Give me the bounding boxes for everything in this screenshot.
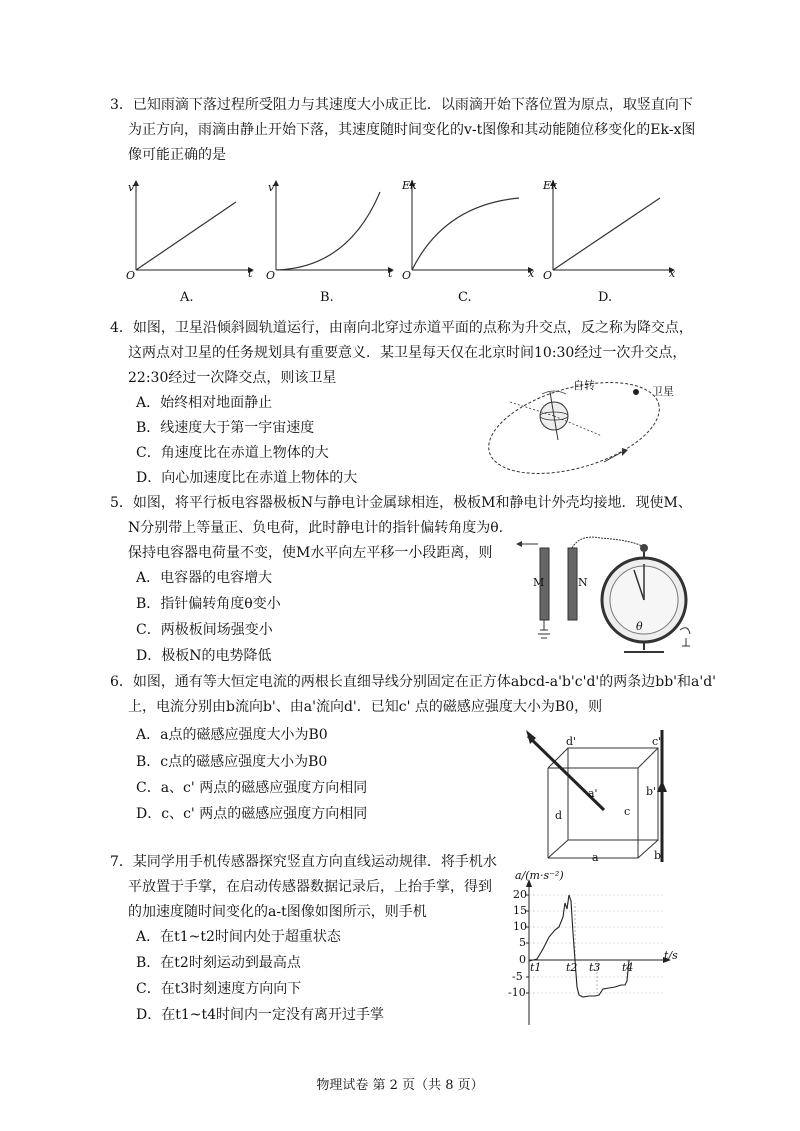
q6-option-c: C．a、c' 两点的磁感应强度方向相同 <box>136 780 368 796</box>
vertex-b-prime: b' <box>646 785 657 798</box>
q4-option-c: C．角速度比在赤道上物体的大 <box>136 445 329 461</box>
vertex-a-prime: a' <box>588 787 598 800</box>
ytick-5: 5 <box>519 936 526 949</box>
q5-line1: 5．如图，将平行板电容器极板N与静电计金属球相连，极板M和静电计外壳均接地．现使M、 <box>110 495 692 511</box>
q6-option-d: D．c、c' 两点的磁感应强度方向相同 <box>136 806 368 822</box>
q4-line2: 这两点对卫星的任务规划具有重要意义．某卫星每天仅在北京时间10:30经过一次升交点， <box>128 345 687 361</box>
q7-line3: 的加速度随时间变化的a-t图像如图所示，则手机 <box>128 904 427 920</box>
q4-option-d: D．向心加速度比在赤道上物体的大 <box>136 470 358 486</box>
q5-line3: 保持电容器电荷量不变，使M水平向左平移一小段距离，则 <box>128 545 493 561</box>
vertex-b: b <box>654 849 662 862</box>
chart-x-unit: t/s <box>664 949 678 962</box>
tmark-t4: t4 <box>622 961 634 974</box>
q4-option-b: B．线速度大于第一宇宙速度 <box>136 420 315 436</box>
q5-option-d: D．极板N的电势降低 <box>136 648 272 664</box>
q6-option-b: B．c点的磁感应强度大小为B0 <box>136 754 328 770</box>
ytick-neg10: -10 <box>508 986 526 999</box>
vertex-c-prime: c' <box>652 735 662 748</box>
chart-y-unit: a/(m·s⁻²) <box>515 869 564 882</box>
vertex-c: c <box>624 805 631 818</box>
graph-b <box>268 180 398 290</box>
at-chart <box>505 875 675 1030</box>
graph-a-xlabel: t <box>248 267 253 280</box>
tmark-t2: t2 <box>566 961 578 974</box>
electroscope-figure <box>520 530 700 655</box>
q6-line1: 6．如图，通有等大恒定电流的两根长直细导线分别固定在正方体abcd-a'b'c'd'的两条边bb'和a'd' <box>110 674 717 690</box>
page-footer: 物理试卷 第 2 页（共 8 页） <box>316 1078 484 1093</box>
q7-line1: 7．某同学用手机传感器探究竖直方向直线运动规律．将手机水 <box>110 854 497 870</box>
ytick-neg5: -5 <box>512 970 523 983</box>
vertex-d-prime: d' <box>566 735 577 748</box>
q7-option-a: A．在t1~t2时间内处于超重状态 <box>136 929 341 945</box>
graph-a-caption: A. <box>180 290 194 305</box>
graph-c-origin: O <box>402 269 412 282</box>
q6-line2: 上，电流分别由b流向b'、由a'流向d'．已知c' 点的磁感应强度大小为B0，则 <box>128 699 603 715</box>
q5-line2: N分别带上等量正、负电荷，此时静电计的指针偏转角度为θ. <box>128 520 504 536</box>
graph-c <box>404 180 539 290</box>
vertex-d: d <box>555 809 563 822</box>
q4-line1: 4．如图，卫星沿倾斜圆轨道运行，由南向北穿过赤道平面的点称为升交点，反之称为降交点， <box>110 320 693 336</box>
vertex-a: a <box>592 851 599 864</box>
q7-option-d: D．在t1~t4时间内一定没有离开过手掌 <box>136 1007 385 1023</box>
q4-option-a: A．始终相对地面静止 <box>136 395 273 411</box>
ytick-0: 0 <box>519 953 526 966</box>
graph-d-xlabel: x <box>669 267 676 280</box>
q7-line2: 平放置于手掌，在启动传感器数据记录后，上抬手掌，得到 <box>128 879 492 895</box>
q5-option-c: C．两极板间场强变小 <box>136 622 273 638</box>
ytick-15: 15 <box>513 904 527 917</box>
graph-b-ylabel: v <box>268 181 275 194</box>
q3-line2: 为正方向，雨滴由静止开始下落，其速度随时间变化的v-t图像和其动能随位移变化的Ek-x图 <box>128 122 696 138</box>
graph-a <box>128 180 258 290</box>
q6-option-a: A．a点的磁感应强度大小为B0 <box>136 727 328 743</box>
theta-label: θ <box>636 620 643 633</box>
graph-c-ylabel: Ek <box>402 179 417 192</box>
graph-b-xlabel: t <box>388 267 393 280</box>
graph-b-origin: O <box>266 269 276 282</box>
graph-a-origin: O <box>126 269 136 282</box>
plate-m-label: M <box>533 576 545 589</box>
graph-a-ylabel: v <box>128 181 135 194</box>
rotation-label: 自转 <box>573 379 595 392</box>
q5-option-b: B．指针偏转角度θ变小 <box>136 596 281 612</box>
tmark-t1: t1 <box>530 961 542 974</box>
graph-b-caption: B. <box>320 290 334 305</box>
ytick-10: 10 <box>513 920 527 933</box>
q3-line3: 像可能正确的是 <box>128 147 226 163</box>
satellite-label: 卫星 <box>652 385 674 398</box>
graph-c-caption: C. <box>458 290 472 305</box>
q5-option-a: A．电容器的电容增大 <box>136 570 273 586</box>
q7-option-c: C．在t3时刻速度方向向下 <box>136 981 302 997</box>
q7-option-b: B．在t2时刻运动到最高点 <box>136 955 301 971</box>
tmark-t3: t3 <box>589 961 601 974</box>
graph-d-caption: D. <box>598 290 613 305</box>
graph-d-ylabel: Ek <box>543 179 558 192</box>
q3-line1: 3．已知雨滴下落过程所受阻力与其速度大小成正比．以雨滴开始下落位置为原点，取竖直向下 <box>110 97 693 113</box>
graph-c-xlabel: x <box>528 267 535 280</box>
ytick-20: 20 <box>513 888 527 901</box>
graph-d-origin: O <box>543 269 553 282</box>
q4-line3: 22:30经过一次降交点，则该卫星 <box>128 370 337 386</box>
plate-n-label: N <box>578 576 588 589</box>
graph-d <box>545 180 680 290</box>
